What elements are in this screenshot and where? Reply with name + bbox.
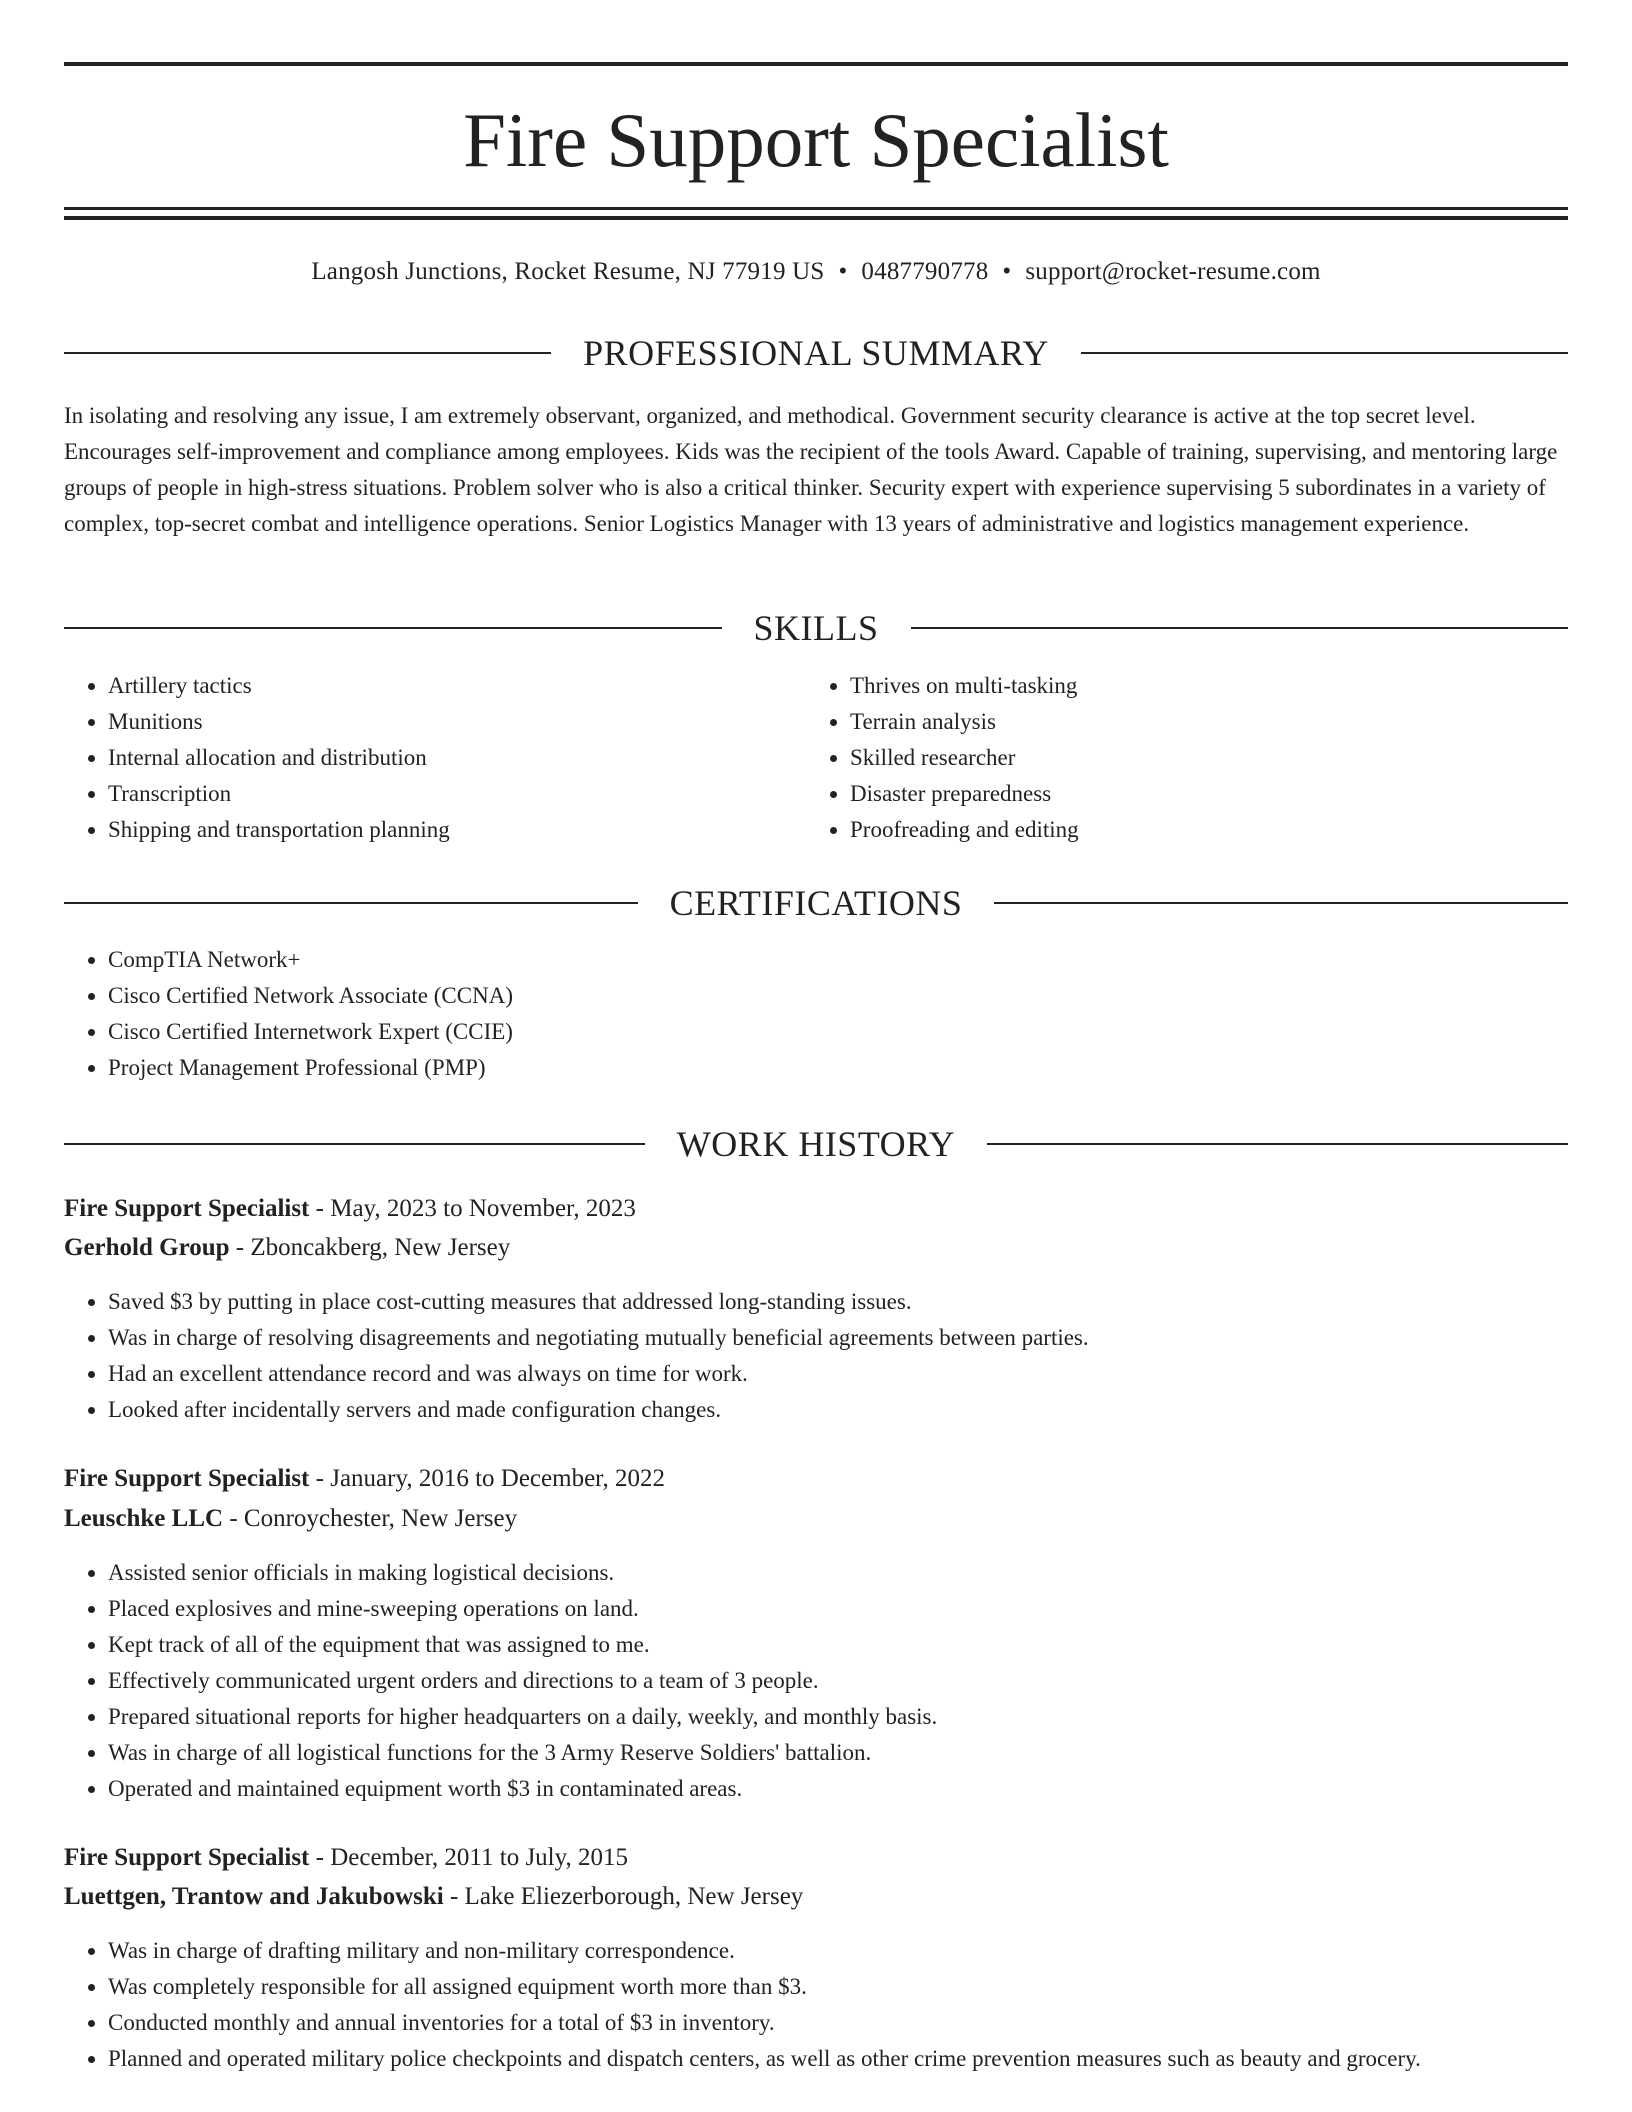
job-company: Leuschke LLC [64,1505,224,1532]
skill-item: • Thrives on multi-tasking [850,668,1506,704]
top-rule [64,62,1568,66]
certification-item: • Cisco Certified Network Associate (CCNA) [108,978,1568,1014]
section-divider [911,627,1569,629]
job-dates: - December, 2011 to July, 2015 [309,1844,628,1871]
skill-item: • Skilled researcher [850,740,1506,776]
duty-item: • Was in charge of drafting military and non-military correspondence. [108,1933,1568,1969]
section-divider [64,902,638,904]
duty-item: • Was in charge of all logistical functions for the 3 Army Reserve Soldiers' battalion. [108,1735,1568,1771]
skills-list-right [806,668,1506,848]
section-title-summary: PROFESSIONAL SUMMARY [583,333,1049,373]
job-duties [64,1284,1568,1428]
job-company: Luettgen, Trantow and Jakubowski [64,1883,444,1910]
duty-item: • Saved $3 by putting in place cost-cutting measures that addressed long-standing issues. [108,1284,1568,1320]
duty-item: • Assisted senior officials in making logistical decisions. [108,1555,1568,1591]
job-duties-list [64,1284,1568,1428]
section-divider [994,902,1568,904]
duty-item: • Effectively communicated urgent orders and directions to a team of 3 people. [108,1663,1568,1699]
job-role: Fire Support Specialist [64,1195,310,1222]
duty-item: • Was in charge of resolving disagreements and negotiating mutually beneficial agreements between parties. [108,1320,1568,1356]
section-header-work [64,1119,1568,1169]
section-divider [64,352,551,354]
title-rule-lower [64,216,1568,220]
certification-item: • Cisco Certified Internetwork Expert (CCIE) [108,1014,1568,1050]
job-duties-list [64,1555,1568,1807]
resume-title: Fire Support Specialist [463,97,1169,183]
job-role: Fire Support Specialist [64,1844,310,1871]
section-header-summary [64,328,1568,378]
job-dates: - May, 2023 to November, 2023 [309,1195,636,1222]
section-divider [64,1143,645,1145]
job-company-line [64,1877,803,1917]
skills-list-left [64,668,764,848]
duty-item: • Prepared situational reports for higher headquarters on a daily, weekly, and monthly basis. [108,1699,1568,1735]
job-company-line [64,1228,510,1268]
contact-address: Langosh Junctions, Rocket Resume, NJ 77919 US [311,258,825,285]
contact-separator: • [838,258,848,285]
certifications-list [64,942,1568,1086]
duty-item: • Had an excellent attendance record and was always on time for work. [108,1356,1568,1392]
duty-item: • Operated and maintained equipment worth $3 in contaminated areas. [108,1771,1568,1807]
skills-column-right [806,668,1506,848]
job-title-line [64,1838,628,1878]
job-duties [64,1933,1568,2077]
contact-separator: • [1002,258,1012,285]
certification-item: • Project Management Professional (PMP) [108,1050,1568,1086]
summary-text: In isolating and resolving any issue, I am extremely observant, organized, and methodical. Government security clearance is active at the top secret level. Encourages self-improvement and compliance among employees. Kids was the recipient of the tools Award. Capable of training, supervising, and mentoring large groups of people in high-stress situations. Problem solver who is also a critical thinker. Security expert with experience supervising 5 subordinates in a variety of complex, top-secret combat and intelligence operations. Senior Logistics Manager with 13 years of administrative and logistics management experience. [64,403,1558,536]
title-rule-upper [64,207,1568,210]
job-company-line [64,1499,517,1539]
job-duties [64,1555,1568,1807]
duty-item: • Kept track of all of the equipment that was assigned to me. [108,1627,1568,1663]
skill-item: • Artillery tactics [108,668,764,704]
skill-item: • Transcription [108,776,764,812]
section-title-certifications: CERTIFICATIONS [669,883,963,923]
skill-item: • Internal allocation and distribution [108,740,764,776]
skill-item: • Disaster preparedness [850,776,1506,812]
section-divider [987,1143,1568,1145]
contact-line [64,252,1568,292]
skills-column-left [64,668,764,848]
contact-email: support@rocket-resume.com [1025,258,1321,285]
duty-item: • Looked after incidentally servers and made configuration changes. [108,1392,1568,1428]
skill-item: • Terrain analysis [850,704,1506,740]
job-duties-list [64,1933,1568,2077]
duty-item: • Was completely responsible for all assigned equipment worth more than $3. [108,1969,1568,2005]
job-location: - Zboncakberg, New Jersey [229,1234,511,1261]
skill-item: • Shipping and transportation planning [108,812,764,848]
job-title-line [64,1459,665,1499]
job-location: - Conroychester, New Jersey [223,1505,518,1532]
section-title-skills: SKILLS [753,608,879,648]
section-divider [1081,352,1568,354]
duty-item: • Placed explosives and mine-sweeping operations on land. [108,1591,1568,1627]
section-header-certifications [64,878,1568,928]
certifications-block [64,942,1568,1086]
skill-item: • Munitions [108,704,764,740]
section-title-work: WORK HISTORY [676,1124,956,1164]
job-location: - Lake Eliezerborough, New Jersey [443,1883,804,1910]
job-dates: - January, 2016 to December, 2022 [309,1465,665,1492]
job-role: Fire Support Specialist [64,1465,310,1492]
skill-item: • Proofreading and editing [850,812,1506,848]
job-company: Gerhold Group [64,1234,230,1261]
job-title-line [64,1189,636,1229]
duty-item: • Conducted monthly and annual inventories for a total of $3 in inventory. [108,2005,1568,2041]
duty-item: • Planned and operated military police checkpoints and dispatch centers, as well as other crime prevention measures such as beauty and grocery. [108,2041,1568,2077]
certification-item: • CompTIA Network+ [108,942,1568,978]
contact-phone: 0487790778 [861,258,989,285]
section-header-skills [64,603,1568,653]
section-divider [64,627,722,629]
